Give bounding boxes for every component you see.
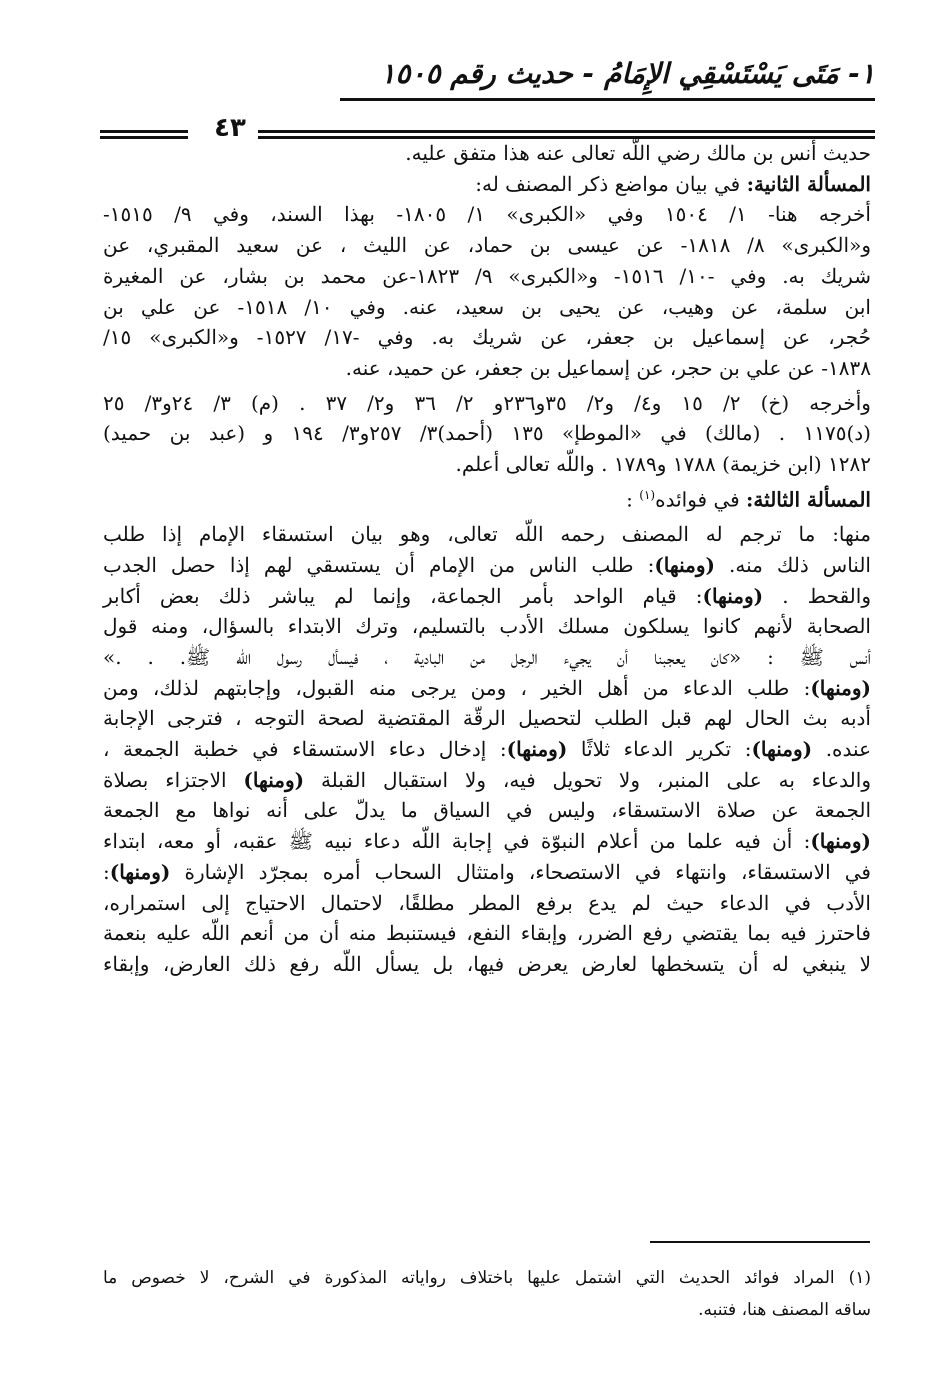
text-line: [103, 673, 871, 704]
text-span: : قيام الواحد بأمر الجماعة، وإنما لم يباشر ذلك بعض أكابر: [103, 583, 703, 608]
running-header: [100, 52, 875, 143]
text-line: الصحابة لأنهم كانوا يسلكون مسلك الأدب بالتسليم، وترك الابتداء بالسؤال، ومنه قول: [103, 614, 871, 639]
text-line: ابن سلمة، عن وهيب، عن يحيى بن سعيد، عنه. وفي ١٠/ ١٥١٨- عن علي بن: [103, 294, 871, 319]
text-line: أخرجه هنا- ١/ ١٥٠٤ وفي «الكبرى» ١/ ١٨٠٥- بهذا السند، وفي ٩/ ١٥١٥-: [103, 202, 871, 227]
text-line: وأخرجه (خ) ٢/ ١٥ و٤/ و٢/ ٣٥و٢٣٦و ٢/ ٣٦ و٢/ ٣٧ . (م) ٣/ ٢٤و٣/ ٢٥: [103, 390, 871, 415]
keyword-waminha: (ومنها): [243, 767, 305, 792]
text-line: أنس ﷺ : «كان يعجبنا أن يجيء الرجل من البادية ، فيسأل رسول اللّه ﷺ. . .»: [103, 644, 871, 669]
section-heading-text: في بيان مواضع ذكر المصنف له:: [475, 171, 747, 196]
keyword-waminha: (ومنها): [506, 737, 568, 762]
section-heading-text: في فوائده: [655, 487, 747, 512]
keyword-waminha: (ومنها): [810, 675, 871, 700]
text-span: : أن فيه علما من أعلام النبوّة في إجابة اللّه دعاء نبيه ﷺ عقبه، أو معه، ابتداء: [103, 829, 811, 854]
text-span: : طلب الدعاء من أهل الخير ، ومن يرجى منه القبول، وإجابتهم لذلك، ومن: [103, 675, 811, 700]
text-span: عنده.: [812, 737, 871, 762]
text-line: (د)١١٧٥ . (مالك) في «الموطإ» ١٣٥ (أحمد)٣/ ٢٥٧و٣/ ١٩٤ و (عبد بن حميد): [103, 421, 871, 446]
text-line: [103, 857, 871, 888]
text-line: [103, 581, 871, 612]
footnote-marker: (١): [639, 487, 656, 502]
footnote-separator: [650, 1241, 870, 1243]
text-line: [103, 826, 871, 857]
text-line: فاحترز فيه بما يقتضي رفع الضرر، وإبقاء النفع، فيستنبط منه أن من أنعم اللّه عليه بنعمة: [103, 921, 871, 946]
text-span: في الاستسقاء، وانتهاء في الاستصحاء، وامتثال السحاب أمره بمجرّد الإشارة: [170, 859, 871, 884]
text-line: شريك به. وفي -١٠/ ١٥١٦- و«الكبرى» ٩/ ١٨٢٣-عن محمد بن بشار، عن المغيرة: [103, 263, 871, 288]
keyword-waminha: (ومنها): [810, 829, 871, 854]
text-line: منها: ما ترجم له المصنف رحمه اللّه تعالى، وهو بيان استسقاء الإمام إذا طلب: [103, 522, 871, 547]
text-line: أدبه بث الحال لهم قبل الطلب لتحصيل الرقّة المقتضية لصحة التوجه ، فترجى الإجابة: [103, 706, 871, 731]
keyword-waminha: (ومنها): [702, 583, 764, 608]
text-span: :: [103, 859, 110, 884]
text-line: لا ينبغي له أن يتسخطها لعارض يعرض فيها، بل يسأل اللّه رفع ذلك العارض، وإبقاء: [103, 951, 871, 976]
text-line: [103, 169, 871, 200]
text-line: حُجر، عن إسماعيل بن جعفر، عن شريك به. وفي -١٧/ ١٥٢٧- و«الكبرى» ١٥/: [103, 325, 871, 350]
footnote-line: ساقه المصنف هنا، فتنبه.: [698, 1300, 871, 1320]
text-span: والدعاء به على المنبر، ولا تحويل فيه، ولا استقبال القبلة: [304, 767, 871, 792]
text-line: حديث أنس بن مالك رضي اللّه تعالى عنه هذا متفق عليه.: [405, 141, 871, 165]
text-line: الأدب في الدعاء حيث لم يدع برفع المطر مطلقًا، لاحتمال الاحتياج إلى استمراره،: [103, 890, 871, 915]
footnote-line: (١) المراد فوائد الحديث التي اشتمل عليها باختلاف رواياته المذكورة في الشرح، لا خصوص ما: [103, 1268, 871, 1288]
section-heading-colon: :: [626, 487, 640, 512]
text-line: [103, 734, 871, 765]
page-number: ٤٣: [214, 113, 246, 143]
chapter-title: ١- مَتَى يَسْتَسْقِي الإِمَامُ - حديث رقم ١٥٠٥: [380, 57, 875, 90]
text-span: الناس ذلك منه.: [714, 552, 871, 577]
text-span: : تكرير الدعاء ثلاثًا: [567, 737, 752, 762]
text-line: ١٢٨٢ (ابن خزيمة) ١٧٨٨ و١٧٨٩ . واللّه تعالى أعلم.: [455, 452, 871, 477]
section-heading: المسألة الثانية:: [746, 171, 871, 196]
main-text: [103, 138, 871, 980]
section-heading: المسألة الثالثة:: [746, 487, 871, 512]
text-line: و«الكبرى» ٨/ ١٨١٨- عن عيسى بن حماد، عن الليث ، عن سعيد المقبري، عن: [103, 233, 871, 258]
keyword-waminha: (ومنها): [751, 737, 813, 762]
text-span: والقحط .: [763, 583, 871, 608]
text-line: [103, 480, 871, 515]
text-span: : طلب الناس من الإمام أن يستسقي لهم إذا حصل الجدب: [103, 552, 655, 577]
keyword-waminha: (ومنها): [109, 859, 171, 884]
footnote: [103, 1262, 871, 1326]
text-span: : إدخال دعاء الاستسقاء في خطبة الجمعة ،: [103, 737, 507, 762]
text-line: [103, 765, 871, 796]
text-span: الاجتزاء بصلاة: [103, 767, 244, 792]
header-underline: [340, 98, 875, 101]
text-line: [103, 550, 871, 581]
keyword-waminha: (ومنها): [654, 552, 715, 577]
text-line: الجمعة عن صلاة الاستسقاء، وليس في السياق ما يدلّ على أنه نواها مع الجمعة: [103, 798, 871, 823]
text-line: ١٨٣٨- عن علي بن حجر، عن إسماعيل بن جعفر، عن حميد، عنه.: [345, 355, 871, 380]
